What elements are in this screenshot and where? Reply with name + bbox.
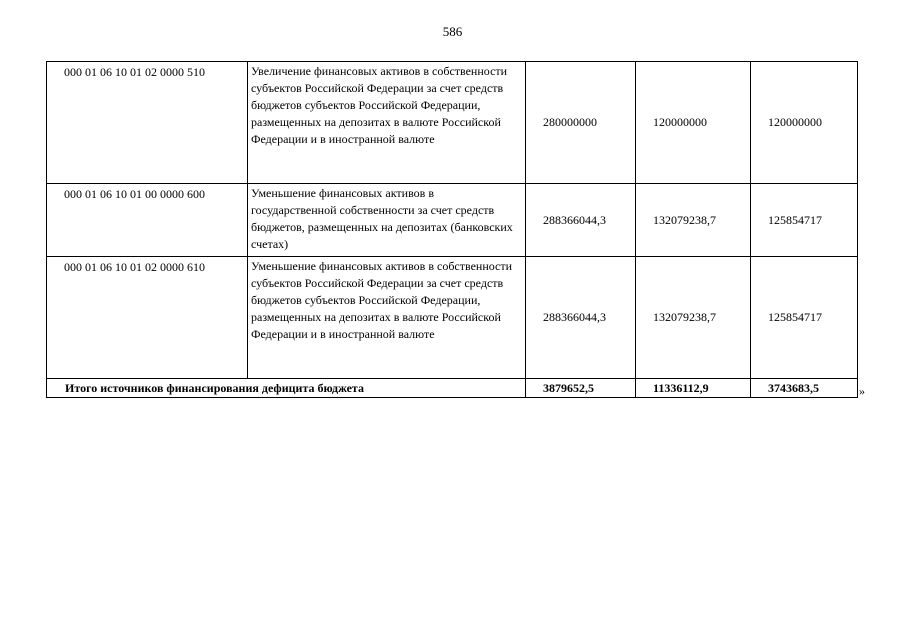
budget-code-cell: 000 01 06 10 01 00 0000 600 bbox=[47, 184, 248, 257]
total-amount-year-1: 3879652,5 bbox=[526, 379, 636, 398]
description-cell: Увеличение финансовых активов в собственности субъектов Российской Федерации за счет средств бюджетов субъектов Российской Федерации, размещенных на депозитах в валюте Российской Федерации и в иностранной валюте bbox=[248, 62, 526, 184]
amount-cell-year-1: 288366044,3 bbox=[526, 184, 636, 257]
total-row bbox=[47, 379, 858, 398]
financing-sources-table bbox=[46, 61, 858, 398]
total-amount-year-2: 11336112,9 bbox=[636, 379, 751, 398]
description-cell: Уменьшение финансовых активов в собственности субъектов Российской Федерации за счет средств бюджетов субъектов Российской Федерации, размещенных на депозитах в валюте Российской Федерации и в иностранной валюте bbox=[248, 257, 526, 379]
total-label: Итого источников финансирования дефицита бюджета bbox=[47, 379, 526, 398]
total-amount-year-3: 3743683,5 bbox=[751, 379, 858, 398]
amount-cell-year-2: 132079238,7 bbox=[636, 184, 751, 257]
amount-cell-year-2: 120000000 bbox=[636, 62, 751, 184]
amount-cell-year-3: 125854717 bbox=[751, 184, 858, 257]
table-row bbox=[47, 257, 858, 379]
page-number: 586 bbox=[442, 24, 463, 39]
amount-cell-year-2: 132079238,7 bbox=[636, 257, 751, 379]
amount-cell-year-3: 120000000 bbox=[751, 62, 858, 184]
amount-cell-year-3: 125854717 bbox=[751, 257, 858, 379]
amount-cell-year-1: 280000000 bbox=[526, 62, 636, 184]
budget-code-cell: 000 01 06 10 01 02 0000 510 bbox=[47, 62, 248, 184]
table-row bbox=[47, 184, 858, 257]
amount-cell-year-1: 288366044,3 bbox=[526, 257, 636, 379]
budget-code-cell: 000 01 06 10 01 02 0000 610 bbox=[47, 257, 248, 379]
description-cell: Уменьшение финансовых активов в государственной собственности за счет средств бюджетов, размещенных на депозитах (банковских счетах) bbox=[248, 184, 526, 257]
closing-quote: » bbox=[859, 384, 865, 398]
table-row bbox=[47, 62, 858, 184]
